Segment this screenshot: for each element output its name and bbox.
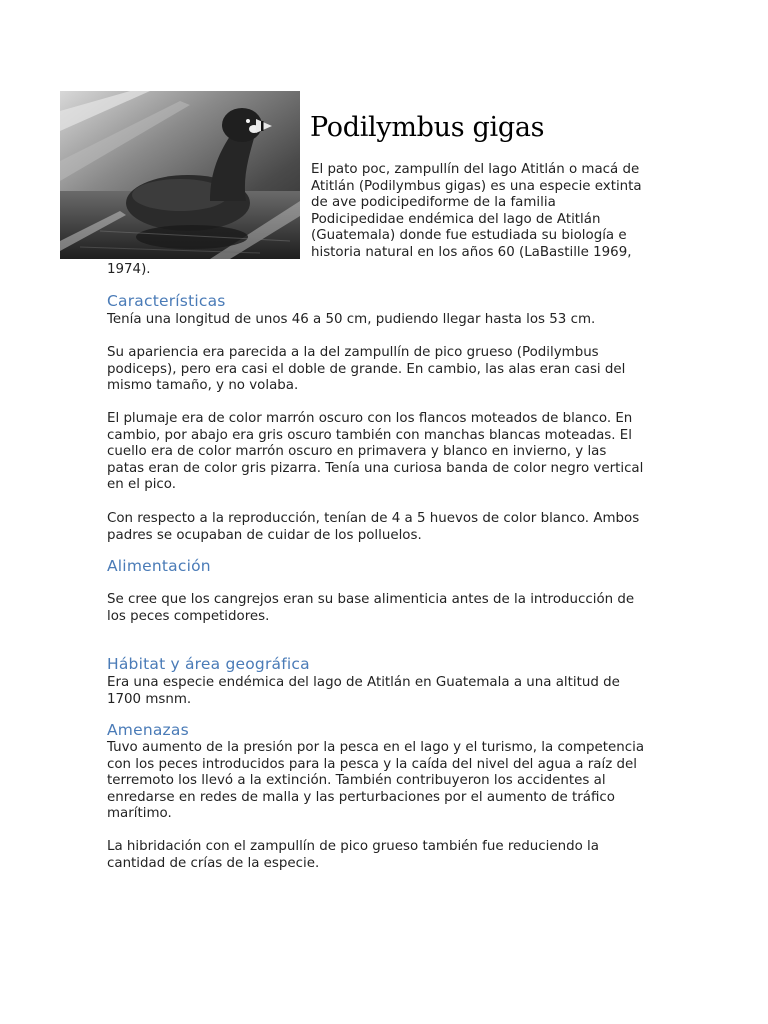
- paragraph-line: Tenía una longitud de unos 46 a 50 cm, pudiendo llegar hasta los 53 cm.: [107, 312, 596, 327]
- page-title: Podilymbus gigas: [310, 112, 545, 143]
- paragraph: [107, 675, 667, 708]
- paragraph-line: podiceps), pero era casi el doble de grande. En cambio, las alas eran casi del: [107, 361, 626, 377]
- paragraph-line: El plumaje era de color marrón oscuro con los flancos moteados de blanco. En: [107, 411, 633, 426]
- intro-line: Atitlán (Podilymbus gigas) es una especie extinta: [311, 178, 642, 194]
- paragraph-line: mismo tamaño, y no volaba.: [107, 378, 299, 394]
- paragraph-line: Con respecto a la reproducción, tenían de 4 a 5 huevos de color blanco. Ambos: [107, 511, 640, 526]
- paragraph: [107, 592, 667, 625]
- paragraph: [107, 312, 667, 329]
- paragraph-line: enredarse en redes de malla y las perturbaciones por el aumento de tráfico: [107, 789, 615, 805]
- paragraph: [107, 839, 667, 872]
- paragraph-line: terremoto los llevó a la extinción. También contribuyeron los accidentes al: [107, 773, 606, 789]
- paragraph-line: con los peces introducidos para la pesca y la caída del nivel del agua a raíz del: [107, 756, 637, 772]
- paragraph-line: Su apariencia era parecida a la del zampullín de pico grueso (Podilymbus: [107, 345, 599, 360]
- paragraph-line: padres se ocupaban de cuidar de los polluelos.: [107, 527, 422, 543]
- paragraph-line: cantidad de crías de la especie.: [107, 855, 320, 871]
- paragraph: [107, 411, 667, 494]
- intro-paragraph: [107, 162, 667, 278]
- intro-line: El pato poc, zampullín del lago Atitlán o macá de: [311, 162, 640, 177]
- intro-line: historia natural en los años 60 (LaBastille 1969,: [311, 244, 632, 260]
- intro-line: (Guatemala) donde fue estudiada su biología e: [311, 228, 627, 244]
- paragraph-line: La hibridación con el zampullín de pico grueso también fue reduciendo la: [107, 839, 599, 854]
- paragraph-line: cuello era de color marrón oscuro en primavera y blanco en invierno, y las: [107, 444, 607, 460]
- heading-alimentacion: Alimentación: [107, 557, 211, 575]
- paragraph: [107, 345, 667, 395]
- paragraph-line: marítimo.: [107, 806, 172, 822]
- paragraph-line: 1700 msnm.: [107, 691, 192, 707]
- intro-line: Podicipedidae endémica del lago de Atitlán: [311, 211, 601, 227]
- paragraph-line: Se cree que los cangrejos eran su base alimenticia antes de la introducción de: [107, 592, 635, 607]
- paragraph: [107, 740, 667, 823]
- paragraph-line: en el pico.: [107, 477, 176, 493]
- heading-amenazas: Amenazas: [107, 721, 189, 739]
- paragraph: [107, 511, 667, 544]
- paragraph-line: Era una especie endémica del lago de Atitlán en Guatemala a una altitud de: [107, 675, 620, 690]
- intro-line: 1974).: [107, 261, 151, 277]
- heading-caracteristicas: Características: [107, 292, 226, 310]
- paragraph-line: los peces competidores.: [107, 608, 270, 624]
- intro-line: de ave podicipediforme de la familia: [311, 195, 556, 211]
- paragraph-line: cambio, por abajo era gris oscuro también con manchas blancas moteadas. El: [107, 427, 632, 443]
- heading-habitat: Hábitat y área geográfica: [107, 655, 310, 673]
- paragraph-line: patas eran de color gris pizarra. Tenía una curiosa banda de color negro vertical: [107, 460, 644, 476]
- paragraph-line: Tuvo aumento de la presión por la pesca en el lago y el turismo, la competencia: [107, 740, 645, 755]
